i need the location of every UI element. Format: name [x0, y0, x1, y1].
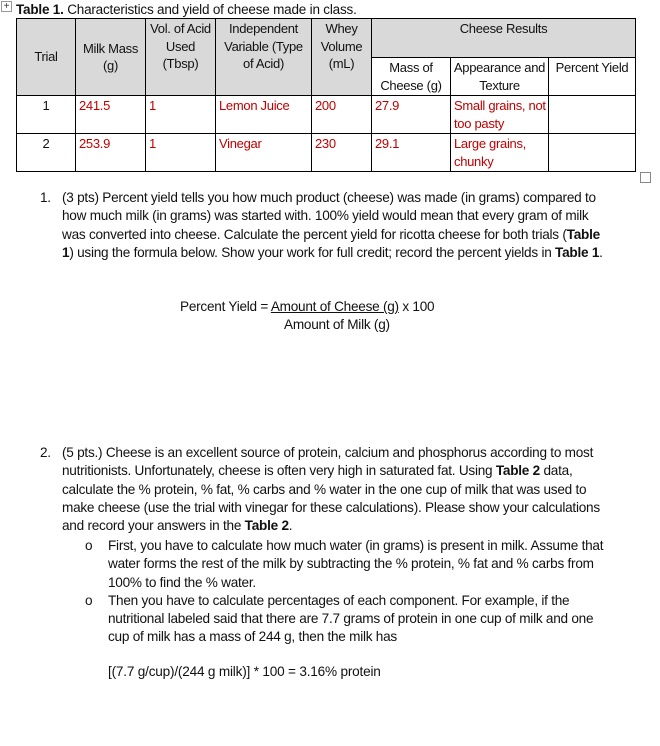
question-2 [40, 444, 610, 535]
cell-acid-type[interactable]: Vinegar [216, 134, 312, 172]
table-row [17, 96, 636, 134]
formula-lhs: Percent Yield = [180, 299, 271, 314]
cell-whey-volume[interactable]: 230 [312, 134, 372, 172]
cell-trial[interactable]: 1 [17, 96, 76, 134]
formula-multiplier: x 100 [398, 299, 435, 314]
header-cheese-results: Cheese Results [372, 19, 636, 58]
cell-trial[interactable]: 2 [17, 134, 76, 172]
bullet-circle-icon: o [85, 592, 93, 608]
header-percent-yield: Percent Yield [549, 58, 636, 96]
step-text: Then you have to calculate percentages of each component. For example, if the nutritional labeled said that there are 7.7 grams of protein in one cup of milk and one cup of milk has a mass of 244 g, then the milk has [108, 592, 594, 645]
cell-milk-mass[interactable]: 241.5 [76, 96, 146, 134]
question-2-text: (5 pts.) Cheese is an excellent source of protein, calcium and phosphorus according to most nutritionists. Unfortunately, cheese is often very high in saturated fat. Using Table 2 data, calculate the % protein, % fat, % carbs and % water in the one cup of milk that was used to make cheese (use the trial with vinegar for these calculations). Please show your calculations and record your answers in the Table 2. [62, 445, 600, 534]
cell-percent-yield[interactable] [549, 134, 636, 172]
cell-cheese-mass[interactable]: 29.1 [372, 134, 451, 172]
question-1 [40, 189, 610, 262]
header-trial: Trial [17, 19, 76, 96]
table-resize-icon[interactable] [640, 172, 651, 183]
header-whey-volume: Whey Volume (mL) [312, 19, 372, 96]
header-acid-volume: Vol. of Acid Used (Tbsp) [146, 19, 216, 96]
table-row [17, 134, 636, 172]
step-text: First, you have to calculate how much water (in grams) is present in milk. Assume that water forms the rest of the milk by subtracting the % protein, % fat and % carbs from 100% to find the % water. [108, 538, 604, 590]
protein-calculation-example: [(7.7 g/cup)/(244 g milk)] * 100 = 3.16% protein [108, 664, 381, 679]
table-caption-text: Characteristics and yield of cheese made in class. [63, 2, 357, 17]
cell-percent-yield[interactable] [549, 96, 636, 134]
question-2-number: 2. [40, 445, 51, 460]
cell-whey-volume[interactable]: 200 [312, 96, 372, 134]
cell-acid-volume[interactable]: 1 [146, 96, 216, 134]
cell-acid-volume[interactable]: 1 [146, 134, 216, 172]
bullet-circle-icon: o [85, 538, 93, 553]
table-caption [16, 2, 357, 17]
header-appearance-texture: Appearance and Texture [451, 58, 549, 96]
formula-denominator: Amount of Milk (g) [284, 317, 390, 332]
percent-yield-formula [180, 298, 435, 332]
list-item [85, 537, 610, 592]
header-milk-mass: Milk Mass (g) [76, 19, 146, 96]
header-mass-of-cheese: Mass of Cheese (g) [372, 58, 451, 96]
cell-cheese-mass[interactable]: 27.9 [372, 96, 451, 134]
cell-milk-mass[interactable]: 253.9 [76, 134, 146, 172]
list-item [85, 592, 610, 647]
question-1-number: 1. [40, 190, 51, 205]
question-2-steps [85, 537, 610, 647]
header-independent-variable: Independent Variable (Type of Acid) [216, 19, 312, 96]
cheese-results-table [16, 18, 636, 172]
question-1-text: (3 pts) Percent yield tells you how much product (cheese) was made (in grams) compared to how much milk (in grams) was started with. 100% yield would mean that every gram of milk was converted into cheese. Calculate the percent yield for ricotta cheese for both trials (Table 1) using the formula below. Show your work for full credit; record the percent yields in Table 1. [62, 190, 603, 260]
cell-acid-type[interactable]: Lemon Juice [216, 96, 312, 134]
table-caption-label: Table 1. [16, 2, 64, 17]
cell-appearance[interactable]: Large grains, chunky [451, 134, 549, 172]
formula-numerator: Amount of Cheese (g) [270, 299, 399, 314]
cell-appearance[interactable]: Small grains, not too pasty [451, 96, 549, 134]
table-move-icon[interactable]: + [1, 1, 12, 12]
